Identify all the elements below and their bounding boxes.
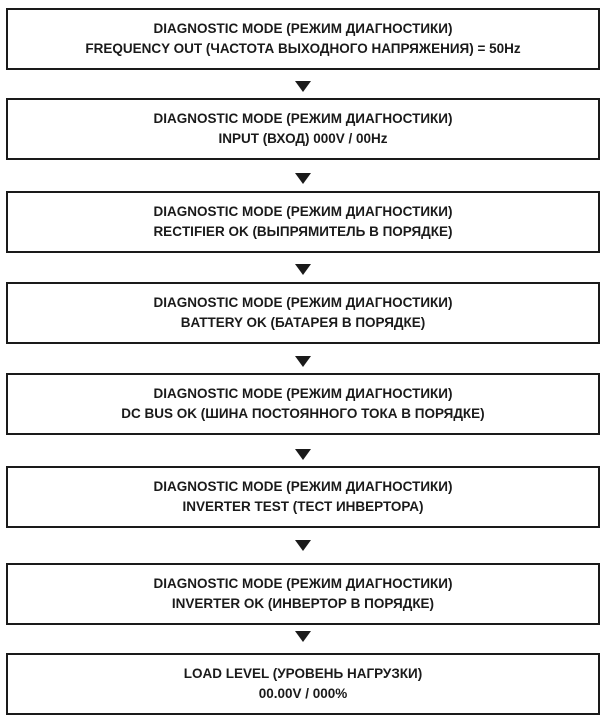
step-status-label: INVERTER TEST (ТЕСТ ИНВЕРТОРА) bbox=[182, 499, 424, 514]
step-mode-label: DIAGNOSTIC MODE (РЕЖИМ ДИАГНОСТИКИ) bbox=[153, 576, 453, 591]
step-status-label: FREQUENCY OUT (ЧАСТОТА ВЫХОДНОГО НАПРЯЖЕНИЯ) = 50Hz bbox=[85, 41, 521, 56]
flow-step-load-level bbox=[6, 653, 600, 715]
step-status-label: INVERTER OK (ИНВЕРТОР В ПОРЯДКЕ) bbox=[171, 596, 435, 611]
down-arrow-icon bbox=[295, 540, 311, 551]
flow-step-input bbox=[6, 98, 600, 160]
down-arrow-icon bbox=[295, 81, 311, 92]
step-mode-label: DIAGNOSTIC MODE (РЕЖИМ ДИАГНОСТИКИ) bbox=[153, 295, 453, 310]
flow-step-dc-bus bbox=[6, 373, 600, 435]
flow-step-inverter-test bbox=[6, 466, 600, 528]
down-arrow-icon bbox=[295, 449, 311, 460]
step-mode-label: LOAD LEVEL (УРОВЕНЬ НАГРУЗКИ) bbox=[183, 666, 423, 681]
step-status-label: RECTIFIER OK (ВЫПРЯМИТЕЛЬ В ПОРЯДКЕ) bbox=[153, 224, 453, 239]
flow-step-frequency-out bbox=[6, 8, 600, 70]
step-status-label: 00.00V / 000% bbox=[258, 686, 348, 701]
step-mode-label: DIAGNOSTIC MODE (РЕЖИМ ДИАГНОСТИКИ) bbox=[153, 111, 453, 126]
flow-step-rectifier bbox=[6, 191, 600, 253]
flow-step-inverter-ok bbox=[6, 563, 600, 625]
down-arrow-icon bbox=[295, 356, 311, 367]
step-mode-label: DIAGNOSTIC MODE (РЕЖИМ ДИАГНОСТИКИ) bbox=[153, 21, 453, 36]
step-mode-label: DIAGNOSTIC MODE (РЕЖИМ ДИАГНОСТИКИ) bbox=[153, 386, 453, 401]
step-mode-label: DIAGNOSTIC MODE (РЕЖИМ ДИАГНОСТИКИ) bbox=[153, 479, 453, 494]
step-mode-label: DIAGNOSTIC MODE (РЕЖИМ ДИАГНОСТИКИ) bbox=[153, 204, 453, 219]
step-status-label: BATTERY OK (БАТАРЕЯ В ПОРЯДКЕ) bbox=[180, 315, 426, 330]
down-arrow-icon bbox=[295, 631, 311, 642]
step-status-label: INPUT (ВХОД) 000V / 00Hz bbox=[218, 131, 388, 146]
down-arrow-icon bbox=[295, 264, 311, 275]
flow-step-battery bbox=[6, 282, 600, 344]
down-arrow-icon bbox=[295, 173, 311, 184]
step-status-label: DC BUS OK (ШИНА ПОСТОЯННОГО ТОКА В ПОРЯДКЕ) bbox=[121, 406, 485, 421]
